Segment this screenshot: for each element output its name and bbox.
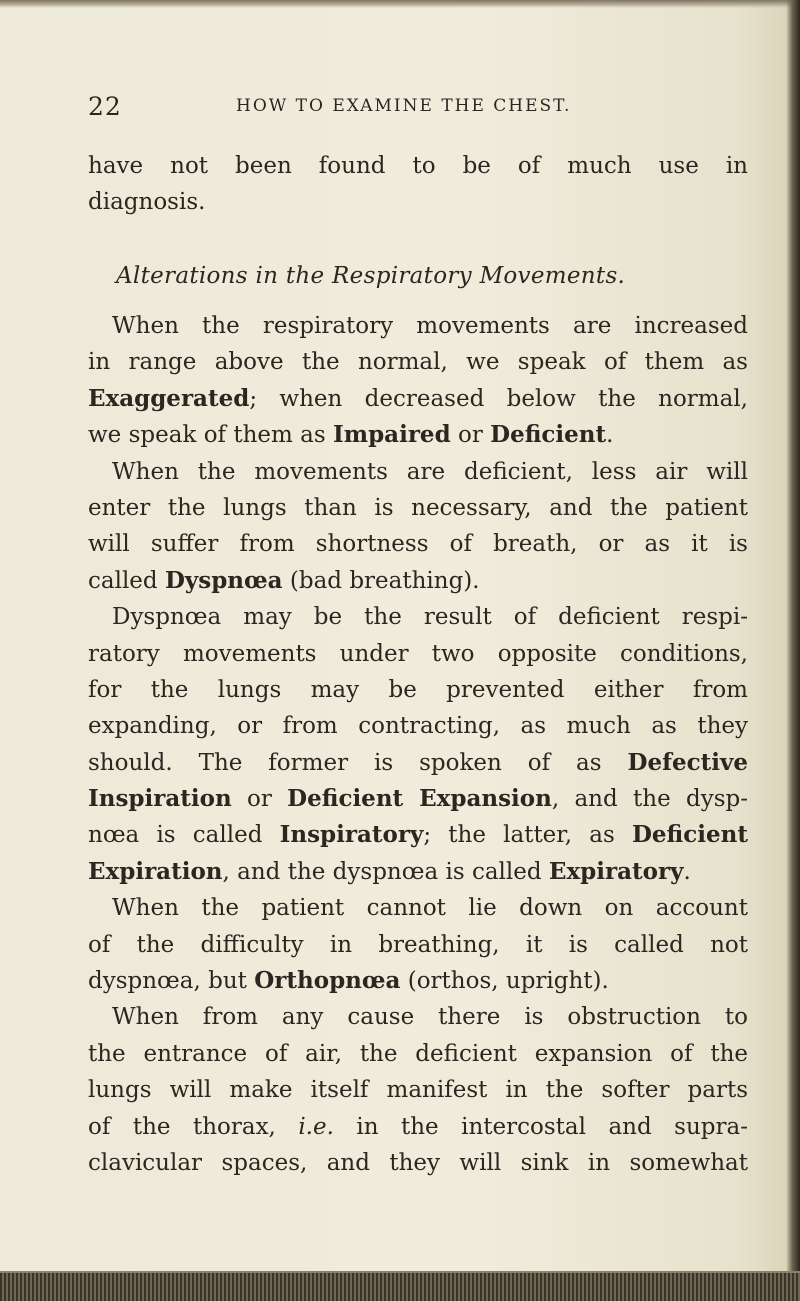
page-number: 22 [88,92,122,121]
text-line: the entrance of air, the deficient expansion of the [88,1040,748,1067]
page-bottom-edge [0,1271,800,1301]
text-run: ; when decreased below the normal, [249,385,748,412]
text-line: enter the lungs than is necessary, and the patient [88,494,748,521]
bold-term: Expiratory [548,857,684,885]
text-run: or [231,786,288,813]
text-line: in range above the normal, we speak of them as [88,349,748,376]
bold-term: Dyspnœa [164,566,283,594]
text-run: . [606,422,614,449]
text-line [88,745,748,781]
bold-term: Inspiration [88,785,232,813]
page-top-edge [0,0,800,8]
text-line: Dyspnœa may be the result of deficient respi- [112,604,748,631]
text-line: ratory movements under two opposite conditions, [88,640,748,667]
text-run: should. The former is spoken of as [88,749,628,776]
text-line [88,563,748,599]
bold-term: Deficient [490,421,607,449]
running-head [88,92,748,122]
text-line: When the patient cannot lie down on account [112,895,748,922]
body-text [88,308,748,1181]
bold-term: Orthopnœa [254,967,401,995]
text-run: in the intercostal and supra- [333,1113,748,1140]
bold-term: Impaired [333,421,451,449]
text-line: When from any cause there is obstruction to [112,1004,748,1031]
text-line: will suffer from shortness of breath, or as it is [88,531,748,558]
text-run: we speak of them as [88,422,333,449]
text-line [88,781,748,817]
text-line [88,1109,748,1145]
page-binding-edge [786,0,800,1301]
text-run: or [450,422,491,449]
bold-term: Inspiratory [279,821,424,849]
text-run: , and the dyspnœa is called [222,858,549,885]
text-line [88,854,748,890]
text-run: . [683,858,691,885]
text-run: , and the dysp- [551,786,748,813]
text-line: When the movements are deficient, less air will [112,458,748,485]
text-run: ; the latter, as [423,822,632,849]
text-run: nœa is called [88,822,280,849]
bold-term: Deficient Expansion [287,785,552,813]
text-line [88,963,748,999]
text-line [88,817,748,853]
text-line: diagnosis. [88,189,206,216]
text-run: dyspnœa, but [88,968,255,995]
text-run: called [88,567,165,594]
text-line: clavicular spaces, and they will sink in somewhat [88,1149,748,1176]
text-line: of the difficulty in breathing, it is called not [88,931,748,958]
bold-term: Defective [627,748,748,776]
text-run: (bad breathing). [282,567,480,594]
bold-term: Expiration [88,857,223,885]
text-line: lungs will make itself manifest in the softer parts [88,1077,748,1104]
text-line [88,417,748,453]
intro-paragraph [88,148,748,221]
text-line: expanding, or from contracting, as much as they [88,713,748,740]
section-heading: Alterations in the Respiratory Movements. [116,263,626,289]
bold-term: Exaggerated [88,384,250,412]
text-run: of the thorax, [88,1113,299,1140]
bold-term: Deficient [631,821,748,849]
text-line [88,381,748,417]
italic-term: i.e. [298,1113,334,1140]
text-line: for the lungs may be prevented either from [88,676,748,703]
text-run: (orthos, upright). [400,968,609,995]
running-title: HOW TO EXAMINE THE CHEST. [236,96,572,116]
text-line: have not been found to be of much use in [88,153,748,179]
text-line: When the respiratory movements are increased [112,313,748,339]
